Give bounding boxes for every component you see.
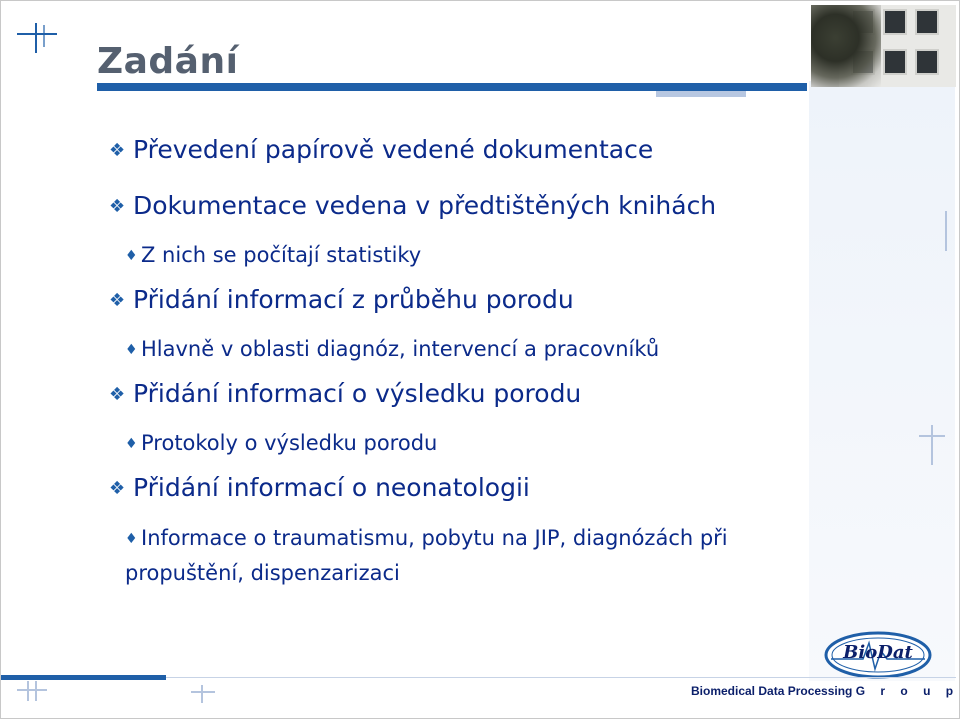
crosshair-decoration xyxy=(17,681,47,701)
side-panel xyxy=(809,81,955,681)
list-item-text: Přidání informací o neonatologii xyxy=(133,473,530,502)
list-item-text: Informace o traumatismu, pobytu na JIP, diagnózách při propuštění, dispenzarizaci xyxy=(125,526,728,585)
list-subitem xyxy=(125,337,659,361)
list-item xyxy=(109,379,581,408)
list-item-text: Z nich se počítají statistiky xyxy=(141,243,422,267)
list-item-text: Protokoly o výsledku porodu xyxy=(141,431,438,455)
list-item-text: Dokumentace vedena v předtištěných knihách xyxy=(133,191,717,220)
list-item xyxy=(109,473,530,502)
list-item xyxy=(109,285,574,314)
title-accent xyxy=(656,91,746,97)
diamond-cluster-icon: ❖ xyxy=(109,140,126,161)
list-item-text: Přidání informací z průběhu porodu xyxy=(133,285,574,314)
list-item xyxy=(109,135,653,164)
crosshair-decoration xyxy=(937,211,957,251)
diamond-cluster-icon: ❖ xyxy=(109,384,126,405)
list-subitem xyxy=(125,431,437,455)
slide-title: Zadání xyxy=(97,41,239,82)
list-subitem xyxy=(125,243,421,267)
diamond-icon: ♦ xyxy=(125,342,138,358)
diamond-cluster-icon: ❖ xyxy=(109,290,126,311)
diamond-icon: ♦ xyxy=(125,531,138,547)
bottom-accent-bar xyxy=(1,675,166,680)
list-item-text: Přidání informací o výsledku porodu xyxy=(133,379,582,408)
diamond-cluster-icon: ❖ xyxy=(109,196,126,217)
bottom-divider xyxy=(166,677,956,678)
footer-company: Biomedical Data Processing xyxy=(691,684,853,698)
list-item-text: Převedení papírově vedené dokumentace xyxy=(133,135,654,164)
crosshair-decoration xyxy=(919,425,945,465)
building-photo xyxy=(811,5,956,87)
list-item-text: Hlavně v oblasti diagnóz, intervencí a pracovníků xyxy=(141,337,660,361)
list-item xyxy=(109,191,716,220)
diamond-icon: ♦ xyxy=(125,248,138,264)
diamond-icon: ♦ xyxy=(125,436,138,452)
crosshair-decoration xyxy=(191,685,215,703)
list-subitem xyxy=(125,521,805,590)
crosshair-decoration xyxy=(17,23,57,53)
diamond-cluster-icon: ❖ xyxy=(109,478,126,499)
logo-text: BioDat xyxy=(843,642,913,663)
footer xyxy=(691,684,959,698)
title-underline xyxy=(97,83,807,91)
footer-group: G r o u p xyxy=(855,684,960,698)
